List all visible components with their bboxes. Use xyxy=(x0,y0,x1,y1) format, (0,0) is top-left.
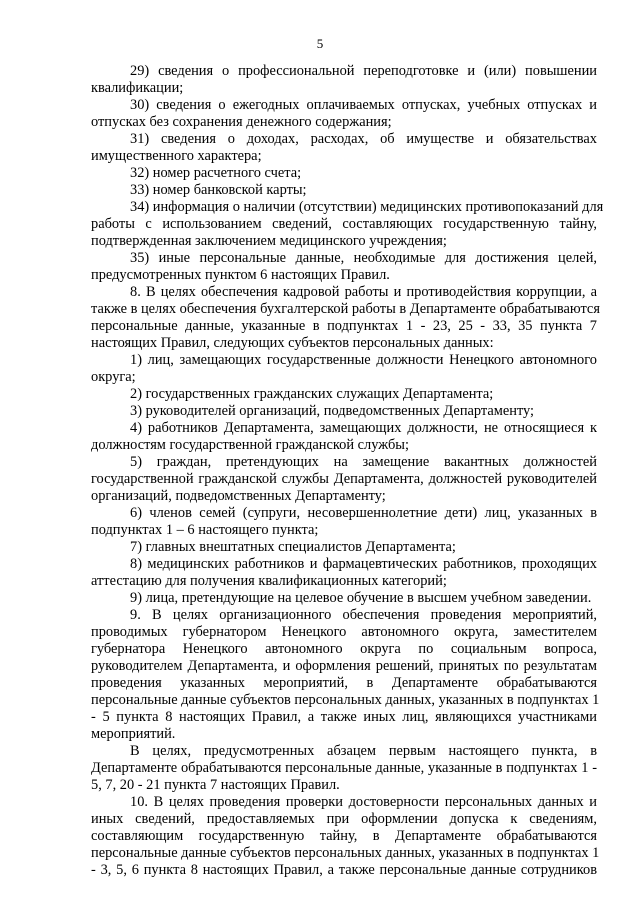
text-line: имущественного характера; xyxy=(91,148,262,164)
text-line: 30) сведения о ежегодных оплачиваемых отпусках, учебных отпусках и xyxy=(130,97,597,113)
text-line: 7) главных внештатных специалистов Департамента; xyxy=(130,539,456,555)
text-line: подпунктах 1 – 6 настоящего пункта; xyxy=(91,522,319,538)
text-line: 8. В целях обеспечения кадровой работы и противодействия коррупции, а xyxy=(130,284,597,300)
text-line: предусмотренных пунктом 6 настоящих Правил. xyxy=(91,267,390,283)
text-line: 2) государственных гражданских служащих Департамента; xyxy=(130,386,494,402)
text-line: 10. В целях проведения проверки достоверности персональных данных и xyxy=(130,794,597,810)
text-line: 6) членов семей (супруги, несовершеннолетние дети) лиц, указанных в xyxy=(130,505,597,521)
text-line: персональные данные субъектов персональных данных, указанных в подпунктах 1 xyxy=(91,845,600,861)
text-line: 32) номер расчетного счета; xyxy=(130,165,302,181)
text-line: также в целях обеспечения бухгалтерской работы в Департаменте обрабатываются xyxy=(91,301,600,317)
text-line: 4) работников Департамента, замещающих должности, не относящиеся к xyxy=(130,420,597,436)
text-line: организаций, подведомственных Департаменту; xyxy=(91,488,386,504)
text-line: 1) лиц, замещающих государственные должности Ненецкого автономного xyxy=(130,352,597,368)
text-line: 9. В целях организационного обеспечения проведения мероприятий, xyxy=(130,607,597,623)
text-line: иных сведений, предоставляемых при оформлении допуска к сведениям, xyxy=(91,811,597,827)
text-line: округа; xyxy=(91,369,136,385)
text-line: - 3, 5, 6 пункта 8 настоящих Правил, а также персональные данные сотрудников xyxy=(91,862,597,878)
text-line: проведения указанных мероприятий, в Департаменте обрабатываются xyxy=(91,675,597,691)
text-line: 33) номер банковской карты; xyxy=(130,182,307,198)
text-line: государственной гражданской службы Департамента, должностей руководителей xyxy=(91,471,597,487)
text-line: персональные данные, указанные в подпунктах 1 - 23, 25 - 33, 35 пункта 7 xyxy=(91,318,597,334)
text-line: 5, 7, 20 - 21 пункта 7 настоящих Правил. xyxy=(91,777,340,793)
text-line: составляющим государственную тайну, в Департаменте обрабатываются xyxy=(91,828,597,844)
text-line: 31) сведения о доходах, расходах, об имуществе и обязательствах xyxy=(130,131,597,147)
text-line: В целях, предусмотренных абзацем первым настоящего пункта, в xyxy=(130,743,597,759)
text-line: Департаменте обрабатываются персональные данные, указанные в подпунктах 1 - xyxy=(91,760,597,776)
text-line: настоящих Правил, следующих субъектов персональных данных: xyxy=(91,335,494,351)
text-line: 29) сведения о профессиональной переподготовке и (или) повышении xyxy=(130,63,597,79)
text-line: руководителем Департамента, и оформления решений, принятых по результатам xyxy=(91,658,597,674)
text-line: 34) информация о наличии (отсутствии) медицинских противопоказаний для xyxy=(130,199,604,215)
text-line: 3) руководителей организаций, подведомственных Департаменту; xyxy=(130,403,535,419)
page-number: 5 xyxy=(316,36,324,51)
text-line: 5) граждан, претендующих на замещение вакантных должностей xyxy=(130,454,597,470)
text-line: 9) лица, претендующие на целевое обучение в высшем учебном заведении. xyxy=(130,590,592,606)
text-line: проводимых губернатором Ненецкого автономного округа, заместителем xyxy=(91,624,597,640)
text-line: 8) медицинских работников и фармацевтических работников, проходящих xyxy=(130,556,597,572)
text-line: мероприятий. xyxy=(91,726,176,742)
text-line: персональные данные субъектов персональных данных, указанных в подпунктах 1 xyxy=(91,692,600,708)
text-line: подтвержденная заключением медицинского учреждения; xyxy=(91,233,447,249)
text-line: работы с использованием сведений, составляющих государственную тайну, xyxy=(91,216,597,232)
text-line: 35) иные персональные данные, необходимые для достижения целей, xyxy=(130,250,597,266)
text-line: аттестацию для получения квалификационных категорий; xyxy=(91,573,447,589)
text-line: - 5 пункта 8 настоящих Правил, а также иных лиц, являющихся участниками xyxy=(91,709,597,725)
text-line: квалификации; xyxy=(91,80,184,96)
text-line: отпусках без сохранения денежного содержания; xyxy=(91,114,392,130)
text-line: должностям государственной гражданской службы; xyxy=(91,437,409,453)
text-line: губернатора Ненецкого автономного округа по социальным вопроса, xyxy=(91,641,597,657)
